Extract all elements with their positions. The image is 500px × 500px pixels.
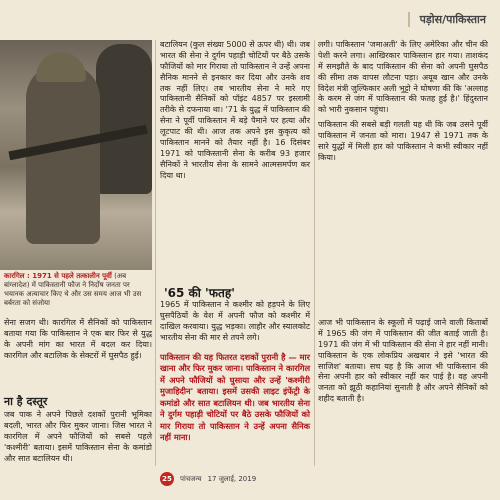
column-b: [160, 40, 310, 185]
photo-figure: [96, 44, 152, 194]
publication-date: 17 जुलाई, 2019: [207, 474, 257, 483]
column-a2-paragraph: जब पाक ने अपने पिछले दशकों पुरानी भूमिका बदली, भारत और फिर मुकर जाना। जिस भारत ने कारगिल में अपने फौजियों को सबसे पहले 'कश्मीरी' बताया। इसमें पाकिस्तान सेना के कमांडो और सात बटालियन थी।: [4, 410, 152, 463]
column-divider: [155, 40, 156, 466]
soldier-photo: [0, 40, 152, 270]
column-b-paragraph: बटालियन (कुल संख्या 5000 से ऊपर थी) थी। जब भारत की सेना ने दुर्गम पहाड़ी चोटियों पर बैठे उसके फौजियों को मार गिराया तो पाकिस्तान ने उन्हें अपना सैनिक मानने से इनकार कर दिया और उनके शव तक नहीं लिए। तब भारतीय सेना ने मारे गए पाकिस्तानी सैनिकों को पॉइंट 4857 पर इस्लामी तरीके से दफनाया था। '71 के युद्ध में पाकिस्तान की सेना ने पूर्वी पाकिस्तान में बड़े पैमाने पर हत्या और लूटपाट की थी। आज तक अपने इस कुकृत्य को पाकिस्तान मानने को तैयार नहीं है। 16 दिसंबर 1971 को पाकिस्तानी सेना के करीब 93 हजार सैनिकों ने भारतीय सेना के सामने आत्मसमर्पण कर दिया था।: [160, 40, 310, 180]
section-tag: पड़ोस/पाकिस्तान: [408, 12, 486, 27]
pull-quote: पाकिस्तान की यह फितरत दशकों पुरानी है — मार खाना और फिर मुकर जाना। पाकिस्तान ने कारगिल में अपने फौजियों को घुसाया और उन्हें 'कश्मीरी मुजाहिदीन' बताया। इसमें उसकी लाइट इंफेंट्री के कमांडो और सात बटालियन थी। जब भारतीय सेना ने दुर्गम पहाड़ी चोटियों पर बैठे उसके फौजियों को मार गिराया तो पाकिस्तान ने उन्हें अपना सैनिक नहीं माना।: [160, 352, 310, 443]
footer: [160, 472, 490, 486]
column-c-paragraph: पाकिस्तान की सबसे बड़ी गलती यह थी कि जब उसने पूर्वी पाकिस्तान में जनता को मारा। 1947 से 1971 तक के सारे युद्धों में मिली हार को पाकिस्तान ने कभी स्वीकार नहीं किया।: [318, 120, 488, 162]
column-c2: [318, 318, 488, 409]
column-divider: [314, 40, 315, 466]
caption-lead: कारगिल : 1971 से पहले तत्कालीन पूर्वी: [4, 272, 112, 280]
photo-helmet: [36, 52, 86, 82]
caption-rest: (अब बांग्लादेश) में पाकिस्तानी फौज ने निर्दोष जनता पर भयानक अत्याचार किए थे और उस समय आज भी उस बर्बरता को संजोया: [4, 272, 142, 308]
column-b2-paragraph: 1965 में पाकिस्तान ने कश्मीर को हड़पने के लिए घुसपैठियों के वेश में अपनी फौज को कश्मीर में दाखिल करवाया। युद्ध भड़का। लाहौर और स्यालकोट भारतीय सेना की मार से तपने लगे।: [160, 300, 310, 342]
column-a2: [4, 410, 152, 468]
column-c: [318, 40, 488, 168]
page-number: 25: [160, 472, 174, 486]
column-b2: [160, 300, 310, 348]
subhead-a: ना है दस्तूर: [4, 395, 48, 408]
column-c2-paragraph: आज भी पाकिस्तान के स्कूलों में पढ़ाई जाने वाली किताबों में 1965 की जंग में पाकिस्तान की जीत बताई जाती है। 1971 की जंग में भी पाकिस्तान की सेना ने हार नहीं मानी। पाकिस्तान के एक लोकप्रिय अखबार ने इसे 'भारत की साजिश' बताया। सच यह है कि आज भी पाकिस्तान की सेना अपनी हार को स्वीकार नहीं कर पाई है। वह अपनी जनता को झूठी कहानियां सुनाती है और अपने सैनिकों को शहीद बताती है।: [318, 318, 488, 404]
column-c-paragraph: लगी। पाकिस्तान 'जमाअती' के लिए अमेरिका और चीन की पेशी करने लगा। आखिरकार पाकिस्तान हार गया। ताशकंद में समझौते के बाद पाकिस्तान की सेना को अपनी घुसपैठ की सीमा तक वापस लौटना पड़ा। अयूब खान और उनके विदेश मंत्री जुल्फिकार अली भुट्टो ने घोषणा की कि 'अल्लाह के करम से जंग में पाकिस्तान की फतह हुई है।' हिंदुस्तान को भारी नुकसान पहुंचा।: [318, 40, 488, 115]
publication-name: पांचजन्य: [180, 474, 202, 483]
column-a: [4, 318, 152, 366]
subhead-b: '65 की 'फतह': [164, 286, 235, 300]
column-a-paragraph: सेना सजग थी। कारगिल में सैनिकों को पाकिस्तान बताया गया कि पाकिस्तान ने एक बार फिर से युद्ध के अपनी मांग का भारत में बदल कर दिया। कारगिल और बटालिक के सेक्टरों में घुसपैठ हुई।: [4, 318, 152, 360]
photo-caption: [4, 272, 152, 308]
